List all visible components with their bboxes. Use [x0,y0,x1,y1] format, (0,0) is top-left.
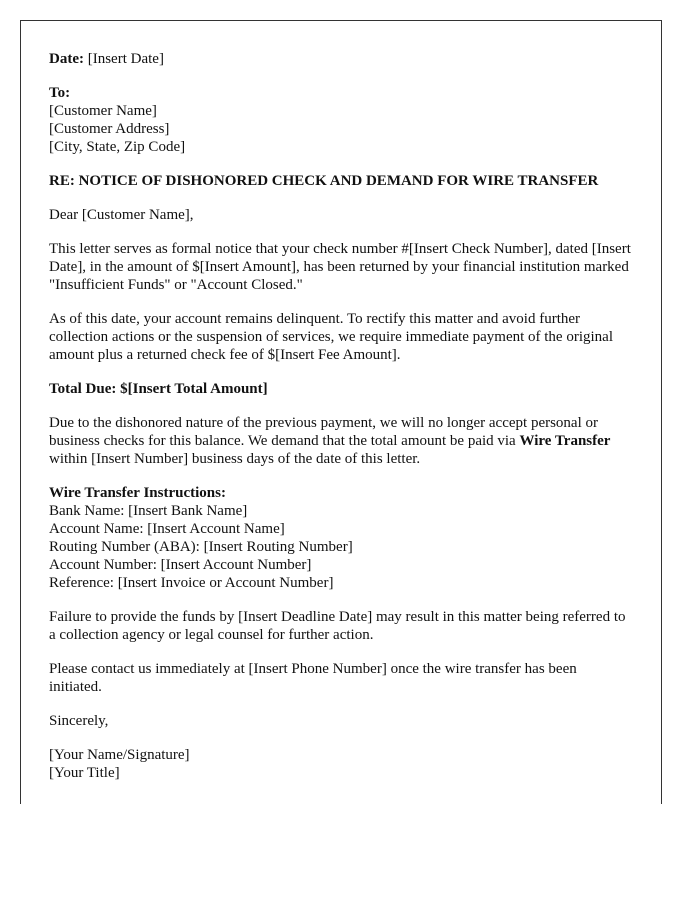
date-line [49,50,632,68]
letter-page [20,20,662,804]
wire-demand-before: Due to the dishonored nature of the previous payment, we will no longer accept personal or business checks for this balance. We demand that the total amount be paid via [49,415,599,449]
signature-name: [Your Name/Signature] [49,747,190,763]
paragraph-failure: Failure to provide the funds by [Insert Deadline Date] may result in this matter being referred to a collection agency or legal counsel for further action. [49,609,626,643]
signature-block [49,746,632,782]
total-due [49,380,632,398]
wire-demand-bold: Wire Transfer [519,433,611,449]
wire-heading: Wire Transfer Instructions: [49,485,226,501]
paragraph-contact: Please contact us immediately at [Insert Phone Number] once the wire transfer has been initiated. [49,661,577,695]
to-label: To: [49,85,71,101]
customer-name: [Customer Name] [49,103,157,119]
customer-address: [Customer Address] [49,121,170,137]
paragraph-notice: This letter serves as formal notice that your check number #[Insert Check Number], dated [Insert Date], in the amount of $[Insert Amount], has been returned by your financial institution marked "Insufficient Funds" or "Account Closed." [49,241,631,293]
date-value: [Insert Date] [87,51,164,67]
paragraph-wire-demand [49,414,632,468]
wire-instructions [49,484,632,592]
total-due-text: Total Due: $[Insert Total Amount] [49,381,268,397]
paragraph-delinquent: As of this date, your account remains delinquent. To rectify this matter and avoid further collection actions or the suspension of services, we require immediate payment of the original amount plus a returned check fee of $[Insert Fee Amount]. [49,311,613,363]
date-label: Date: [49,51,84,67]
subject-text: RE: NOTICE OF DISHONORED CHECK AND DEMAND FOR WIRE TRANSFER [49,173,599,189]
subject-line [49,172,632,190]
routing-number: Routing Number (ABA): [Insert Routing Number] [49,539,353,555]
recipient-block [49,84,632,156]
customer-city: [City, State, Zip Code] [49,139,186,155]
bank-name: Bank Name: [Insert Bank Name] [49,503,248,519]
signature-title: [Your Title] [49,765,120,781]
reference: Reference: [Insert Invoice or Account Number] [49,575,334,591]
wire-demand-after: within [Insert Number] business days of the date of this letter. [49,451,421,467]
salutation: Dear [Customer Name], [49,207,194,223]
account-number: Account Number: [Insert Account Number] [49,557,312,573]
account-name: Account Name: [Insert Account Name] [49,521,285,537]
closing: Sincerely, [49,713,109,729]
